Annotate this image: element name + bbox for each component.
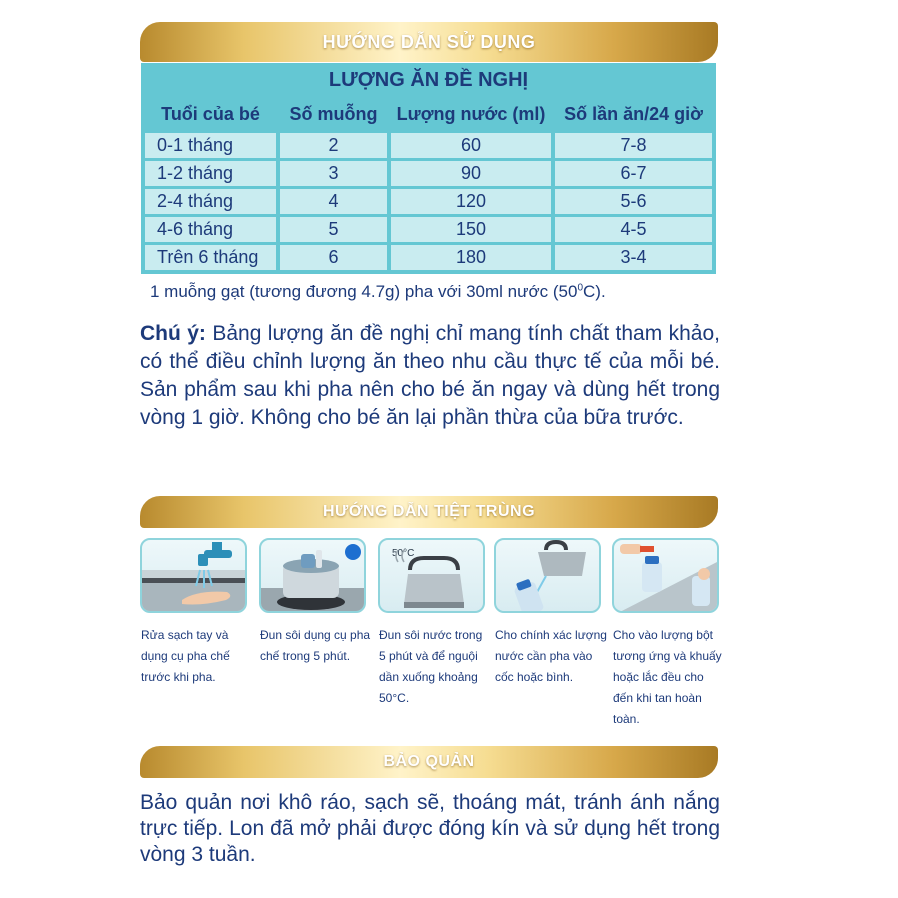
kettle-icon xyxy=(380,540,485,613)
feeding-table xyxy=(141,63,716,274)
boil-utensils-icon xyxy=(261,540,366,613)
cell-feeds: 4-5 xyxy=(555,217,712,242)
cell-feeds: 3-4 xyxy=(555,245,712,270)
caution-label: Chú ý: xyxy=(140,322,206,345)
cell-water: 90 xyxy=(391,161,551,186)
step-text-2: Đun sôi dụng cụ pha chế trong 5 phút. xyxy=(260,628,371,663)
storage-paragraph: Bảo quản nơi khô ráo, sạch sẽ, thoáng mát, tránh ánh nắng trực tiếp. Lon đã mở phải được đóng kín và sử dụng hết trong vòng 3 tuần. xyxy=(140,791,720,866)
step-text-4: Cho chính xác lượng nước cần pha vào cốc hoặc bình. xyxy=(495,628,607,684)
cell-feeds: 6-7 xyxy=(555,161,712,186)
cell-water: 120 xyxy=(391,189,551,214)
cell-scoops: 6 xyxy=(280,245,387,270)
cell-scoops: 2 xyxy=(280,133,387,158)
cell-feeds: 7-8 xyxy=(555,133,712,158)
cell-age: Trên 6 tháng xyxy=(145,245,276,270)
table-header-row xyxy=(141,97,716,131)
step-text-3: Đun sôi nước trong 5 phút và để nguội dần xuống khoảng 50°C. xyxy=(379,628,483,705)
storage-banner-title: BẢO QUẢN xyxy=(383,753,475,770)
step-image-boil-utensils xyxy=(259,538,366,613)
cell-feeds: 5-6 xyxy=(555,189,712,214)
wash-hands-icon xyxy=(142,540,247,613)
cell-age: 1-2 tháng xyxy=(145,161,276,186)
header-feeds: Số lần ăn/24 giờ xyxy=(564,103,703,124)
cell-age: 2-4 tháng xyxy=(145,189,276,214)
cell-age: 4-6 tháng xyxy=(145,217,276,242)
sterilize-banner xyxy=(140,496,718,528)
usage-banner xyxy=(140,22,718,62)
step-text-1: Rửa sạch tay và dụng cụ pha chế trước khi pha. xyxy=(141,628,230,684)
step-image-shake-bottle xyxy=(612,538,719,613)
caution-text: Bảng lượng ăn đề nghị chỉ mang tính chất tham khảo, có thể điều chỉnh lượng ăn theo nhu cầu thực tế của mỗi bé. Sản phẩm sau khi pha nên cho bé ăn ngay và dùng hết trong vòng 1 giờ. Không cho bé ăn lại phần thừa của bữa trước. xyxy=(140,322,721,429)
scoop-note-text: 1 muỗng gạt (tương đương 4.7g) pha với 30ml nước (50 xyxy=(150,282,578,301)
shake-bottle-icon xyxy=(614,540,719,613)
scoop-note-degree: 0 xyxy=(577,282,584,294)
table-title: LƯỢNG ĂN ĐỀ NGHỊ xyxy=(328,68,529,91)
scoop-note xyxy=(150,282,720,302)
cell-water: 150 xyxy=(391,217,551,242)
cell-scoops: 3 xyxy=(280,161,387,186)
cell-water: 180 xyxy=(391,245,551,270)
step-text-5: Cho vào lượng bột tương ứng và khuấy hoặc lắc đều cho đến khi tan hoàn toàn. xyxy=(613,628,722,726)
sterilize-banner-title: HƯỚNG DẪN TIỆT TRÙNG xyxy=(322,503,536,520)
step-image-wash-hands xyxy=(140,538,247,613)
caution-paragraph xyxy=(140,320,720,432)
header-water: Lượng nước (ml) xyxy=(396,103,546,124)
storage-banner xyxy=(140,746,718,778)
cell-age: 0-1 tháng xyxy=(145,133,276,158)
header-scoops: Số muỗng xyxy=(289,103,378,124)
cell-scoops: 5 xyxy=(280,217,387,242)
step-image-pour-water xyxy=(494,538,601,613)
temperature-label: 50°C xyxy=(392,548,415,559)
header-age: Tuổi của bé xyxy=(161,103,260,124)
usage-banner-title: HƯỚNG DẪN SỬ DỤNG xyxy=(322,31,536,52)
pour-water-icon xyxy=(496,540,601,613)
step-image-kettle xyxy=(378,538,485,613)
cell-scoops: 4 xyxy=(280,189,387,214)
cell-water: 60 xyxy=(391,133,551,158)
scoop-note-unit: C). xyxy=(583,282,606,301)
